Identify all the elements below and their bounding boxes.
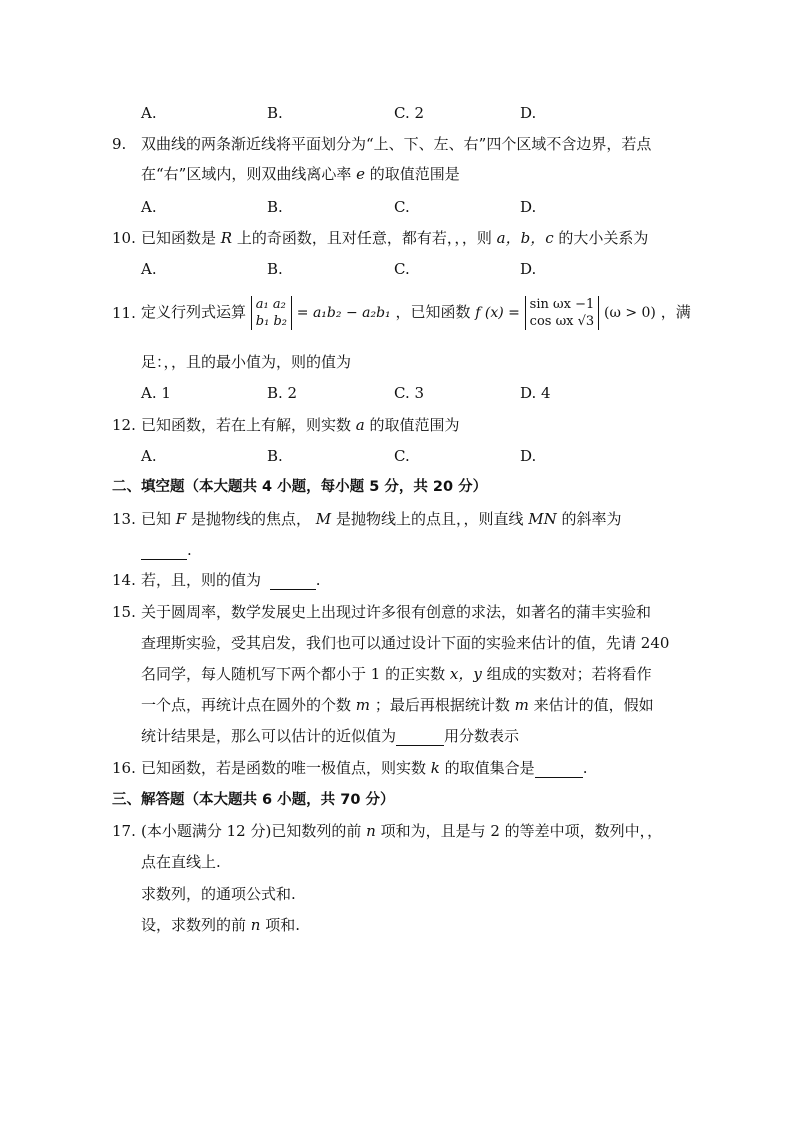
q13-number: 13.: [112, 510, 136, 528]
q8-option-a: A.: [141, 104, 157, 122]
q16-answer-blank: [535, 762, 583, 778]
q10-var-r: R: [220, 229, 233, 247]
q11-determinant-def: [251, 296, 292, 330]
section-3-heading: 三、解答题（本大题共 6 小题，共 70 分）: [112, 792, 395, 808]
q10-option-b: B.: [267, 260, 283, 278]
q15-answer-blank: [396, 730, 444, 746]
q17-var-n: n: [366, 822, 376, 840]
q15-line-3: [141, 664, 652, 684]
q9-line-1: 双曲线的两条渐近线将平面划分为“上、下、左、右”四个区域不含边界，若点: [141, 135, 652, 153]
q15-vars-xy: x，y: [449, 665, 482, 683]
q11-fdet-row-2: cos ωx √3: [529, 314, 595, 329]
q11-text-1: 定义行列式运算: [141, 303, 247, 321]
q8-option-b: B.: [267, 104, 283, 122]
q9-number: 9.: [112, 135, 127, 153]
q17-line-3: 求数列，的通项公式和.: [141, 885, 296, 903]
q11-text-2: ，已知函数: [395, 303, 471, 321]
q15-line-3-pre: 名同学，每人随机写下两个都小于 1 的正实数: [141, 665, 446, 683]
q9-line-2-post: 的取值范围是: [369, 165, 460, 183]
q10-number: 10.: [112, 229, 136, 247]
q17-line-1-post: 项和为，且是与 2 的等差中项，数列中，，: [380, 822, 663, 840]
q13-t1: 已知: [141, 510, 172, 528]
q16-text-pre: 已知函数，若是函数的唯一极值点，则实数: [141, 759, 427, 777]
q13-var-mn: MN: [528, 510, 557, 528]
q15-line-4-post: 来估计的值，假如: [533, 696, 654, 714]
q17-line-2: 点在直线上.: [141, 853, 221, 871]
q9-line-2-pre: 在“右”区域内，则双曲线离心率: [141, 165, 352, 183]
q13-line-2: [141, 540, 192, 560]
q17-line-1-pre: (本小题满分 12 分)已知数列的前: [141, 822, 362, 840]
q13-line-1: [141, 509, 622, 529]
q13-answer-blank: [141, 544, 187, 560]
q10-text-pre: 已知函数是: [141, 229, 217, 247]
q11-function-determinant: [525, 296, 600, 330]
q13-t3: 是抛物线上的点且，，则直线: [335, 510, 524, 528]
q10-text-post: 的大小关系为: [558, 229, 649, 247]
q11-option-b: B. 2: [267, 384, 298, 402]
q16-var-k: k: [430, 759, 440, 777]
q9-option-c: C.: [394, 198, 410, 216]
q9-line-2: [141, 164, 460, 184]
q9-option-b: B.: [267, 198, 283, 216]
q12-var-a: a: [355, 416, 365, 434]
q14-number: 14.: [112, 571, 136, 589]
q12-option-b: B.: [267, 447, 283, 465]
q17-line-4-post: 项和.: [265, 916, 301, 934]
q12-text-pre: 已知函数，若在上有解，则实数: [141, 416, 352, 434]
q15-number: 15.: [112, 603, 136, 621]
q13-t2: 是抛物线的焦点，: [191, 510, 312, 528]
q11-line-1: [141, 290, 691, 334]
q17-var-n-2: n: [250, 916, 261, 934]
q12-option-c: C.: [394, 447, 410, 465]
q11-fdet-row-1: sin ωx −1: [529, 297, 595, 312]
q11-number: 11.: [112, 304, 136, 322]
q12-number: 12.: [112, 416, 136, 434]
q17-line-4-pre: 设，求数列的前: [141, 916, 247, 934]
q13-tail: .: [187, 541, 192, 559]
q15-line-5-pre: 统计结果是，那么可以估计的近似值为: [141, 727, 397, 745]
q11-det-row-1: a₁ a₂: [255, 297, 286, 312]
q9-option-d: D.: [520, 198, 537, 216]
q11-condition: (ω > 0): [604, 305, 656, 321]
q17-line-4: [141, 915, 300, 935]
q11-fx: f (x) =: [475, 305, 520, 321]
q12-line: [141, 415, 460, 435]
q16-tail: .: [582, 759, 588, 777]
q15-line-2: 查理斯实验，受其启发，我们也可以通过设计下面的实验来估计的值，先请 240: [141, 634, 670, 652]
q15-line-4-mid: ；最后再根据统计数: [374, 696, 510, 714]
q11-line-2: 足：，，且的最小值为，则的值为: [141, 353, 352, 371]
q8-option-c: C. 2: [394, 104, 425, 122]
q11-option-a: A. 1: [141, 384, 171, 402]
q15-var-m-2: m: [514, 696, 529, 714]
q12-option-d: D.: [520, 447, 537, 465]
q14-text: 若，且，则的值为: [141, 571, 262, 589]
q8-option-d: D.: [520, 104, 537, 122]
q13-var-m: M: [315, 510, 332, 528]
q15-line-5: [141, 726, 519, 746]
q15-line-5-post: 用分数表示: [444, 727, 520, 745]
q15-var-m: m: [355, 696, 371, 714]
q15-line-1: 关于圆周率，数学发展史上出现过许多很有创意的求法，如著名的蒲丰实验和: [141, 603, 652, 621]
q14-tail: .: [315, 571, 321, 589]
q12-option-a: A.: [141, 447, 157, 465]
q11-option-d: D. 4: [520, 384, 551, 402]
q17-line-1: [141, 821, 662, 841]
q10-vars-abc: a，b，c: [496, 229, 554, 247]
q12-text-post: 的取值范围为: [369, 416, 460, 434]
q15-line-3-post: 组成的实数对；若将看作: [486, 665, 652, 683]
q16-number: 16.: [112, 759, 136, 777]
q10-option-c: C.: [394, 260, 410, 278]
q11-det-formula: = a₁b₂ − a₂b₁: [296, 305, 391, 321]
q14-line: [141, 570, 321, 590]
q10-line: [141, 228, 648, 248]
q16-text-post: 的取值集合是: [444, 759, 535, 777]
q14-answer-blank: [270, 574, 316, 590]
q10-option-d: D.: [520, 260, 537, 278]
q10-text-mid: 上的奇函数，且对任意，都有若，，，则: [236, 229, 492, 247]
q9-option-a: A.: [141, 198, 157, 216]
q9-var-e: e: [356, 165, 366, 183]
section-2-heading: 二、填空题（本大题共 4 小题，每小题 5 分，共 20 分）: [112, 479, 488, 495]
q10-option-a: A.: [141, 260, 157, 278]
q16-line: [141, 758, 587, 778]
q13-var-f: F: [175, 510, 187, 528]
q11-option-c: C. 3: [394, 384, 425, 402]
q11-text-3: ，满: [660, 303, 691, 321]
q15-line-4-pre: 一个点，再统计点在圆外的个数: [141, 696, 352, 714]
q15-line-4: [141, 695, 654, 715]
q17-number: 17.: [112, 822, 136, 840]
q11-det-row-2: b₁ b₂: [255, 314, 287, 329]
q13-t4: 的斜率为: [561, 510, 622, 528]
